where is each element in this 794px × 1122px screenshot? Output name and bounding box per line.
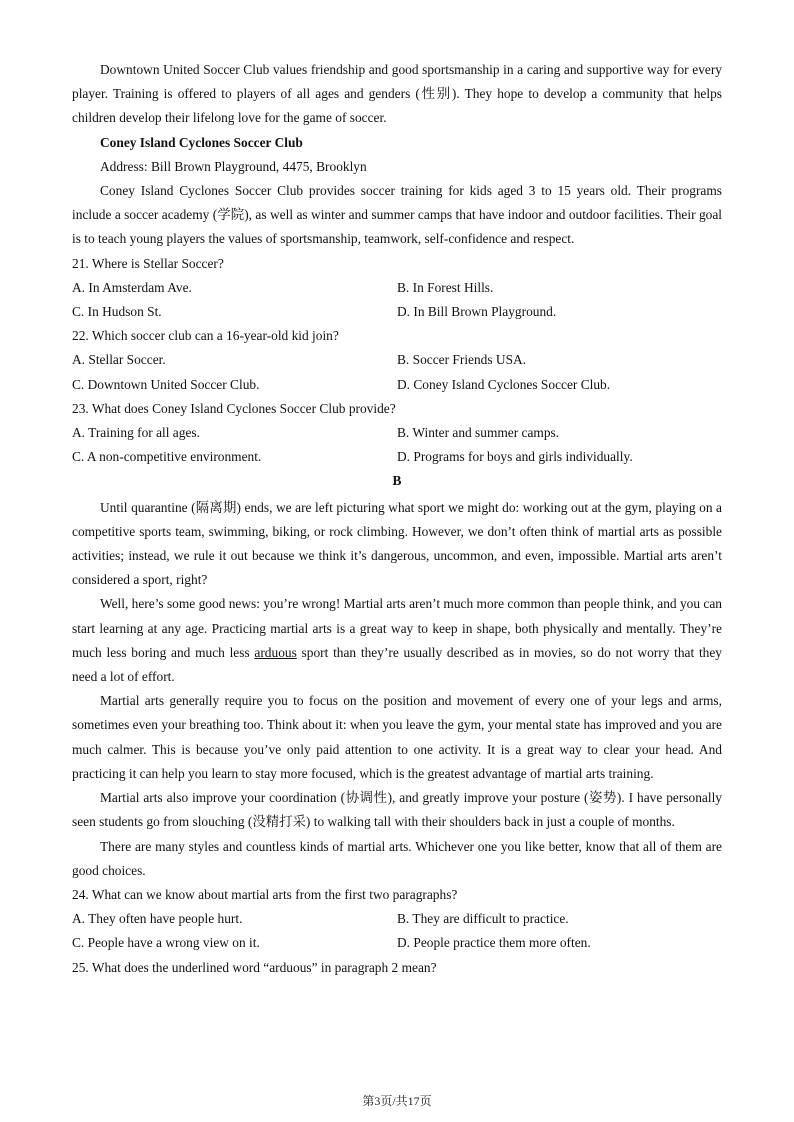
question-stem: 22. Which soccer club can a 16-year-old kid join? <box>72 328 339 344</box>
option-a[interactable]: A. They often have people hurt. <box>72 911 243 927</box>
coney-club-address: Address: Bill Brown Playground, 4475, Brooklyn <box>100 158 367 174</box>
option-d[interactable]: D. Coney Island Cyclones Soccer Club. <box>397 376 611 392</box>
option-d[interactable]: D. In Bill Brown Playground. <box>397 304 557 320</box>
question-21 <box>72 252 722 325</box>
option-b[interactable]: B. They are difficult to practice. <box>397 911 569 927</box>
coney-club-title: Coney Island Cyclones Soccer Club <box>100 134 303 150</box>
question-24 <box>72 883 722 956</box>
option-d[interactable]: D. People practice them more often. <box>397 935 591 951</box>
question-stem: 25. What does the underlined word “arduous” in paragraph 2 mean? <box>72 959 437 975</box>
downtown-club-description: Downtown United Soccer Club values friendship and good sportsmanship in a caring and supportive way for every player. Training is offered to players of all ages and genders (性别). They hope to develop a community that helps children develop their lifelong love for the game of soccer. <box>72 62 722 126</box>
option-a[interactable]: A. Training for all ages. <box>72 425 200 441</box>
exam-page <box>72 58 722 980</box>
passage-b-paragraph-4: Martial arts also improve your coordination (协调性), and greatly improve your posture (姿势). I have personally seen students go from slouching (没精打采) to walking tall with their shoulders back in just a couple of months. <box>72 790 722 830</box>
option-a[interactable]: A. Stellar Soccer. <box>72 352 166 368</box>
passage-b-paragraph-5: There are many styles and countless kinds of martial arts. Whichever one you like better, know that all of them are good choices. <box>72 838 722 878</box>
option-b[interactable]: B. Soccer Friends USA. <box>397 352 527 368</box>
question-stem: 21. Where is Stellar Soccer? <box>72 255 224 271</box>
question-25 <box>72 956 722 980</box>
option-a[interactable]: A. In Amsterdam Ave. <box>72 279 192 295</box>
option-c[interactable]: C. A non-competitive environment. <box>72 449 262 465</box>
question-stem: 23. What does Coney Island Cyclones Soccer Club provide? <box>72 400 396 416</box>
question-22 <box>72 324 722 397</box>
option-b[interactable]: B. Winter and summer camps. <box>397 425 560 441</box>
passage-b-paragraph-2 <box>72 592 722 689</box>
option-d[interactable]: D. Programs for boys and girls individually. <box>397 449 633 465</box>
option-b[interactable]: B. In Forest Hills. <box>397 279 494 295</box>
page-number-footer: 第3页/共17页 <box>362 1094 432 1108</box>
question-stem: 24. What can we know about martial arts from the first two paragraphs? <box>72 886 458 902</box>
option-c[interactable]: C. In Hudson St. <box>72 304 162 320</box>
underlined-word-arduous: arduous <box>254 644 297 660</box>
coney-club-description: Coney Island Cyclones Soccer Club provides soccer training for kids aged 3 to 15 years old. Their programs include a soccer academy (学院), as well as winter and summer camps that have indoor and outdoor facilities. Their goal is to teach young players the values of sportsmanship, teamwork, self-confidence and respect. <box>72 183 722 247</box>
paragraph-2-text-after: sport than they’re usually described as in movies, so do not worry that they need a lot of effort. <box>72 644 722 685</box>
passage-b-paragraph-1: Until quarantine (隔离期) ends, we are left picturing what sport we might do: working out at the gym, playing on a competitive sports team, swimming, biking, or rock climbing. However, we don’t often think of martial arts as possible activities; instead, we rule it out because we think it’s dangerous, uncommon, and even, impossible. Martial arts aren’t considered a sport, right? <box>72 499 722 588</box>
option-c[interactable]: C. People have a wrong view on it. <box>72 935 260 951</box>
paragraph-2-text-before: Well, here’s some good news: you’re wrong! Martial arts aren’t much more common than people think, and you can start learning at any age. Practicing martial arts is a great way to keep in shape, both physically and mentally. They’re much less boring and much less <box>72 596 722 660</box>
passage-b-paragraph-3: Martial arts generally require you to focus on the position and movement of every one of your legs and arms, sometimes even your breathing too. Think about it: when you leave the gym, your mental state has improved and you are much calmer. This is because you’ve only paid attention to one activity. It is a great way to clear your head. And practicing it can help you learn to stay more focused, which is the greatest advantage of martial arts training. <box>72 693 722 781</box>
question-23 <box>72 397 722 470</box>
section-b-heading: B <box>392 473 402 489</box>
option-c[interactable]: C. Downtown United Soccer Club. <box>72 376 260 392</box>
